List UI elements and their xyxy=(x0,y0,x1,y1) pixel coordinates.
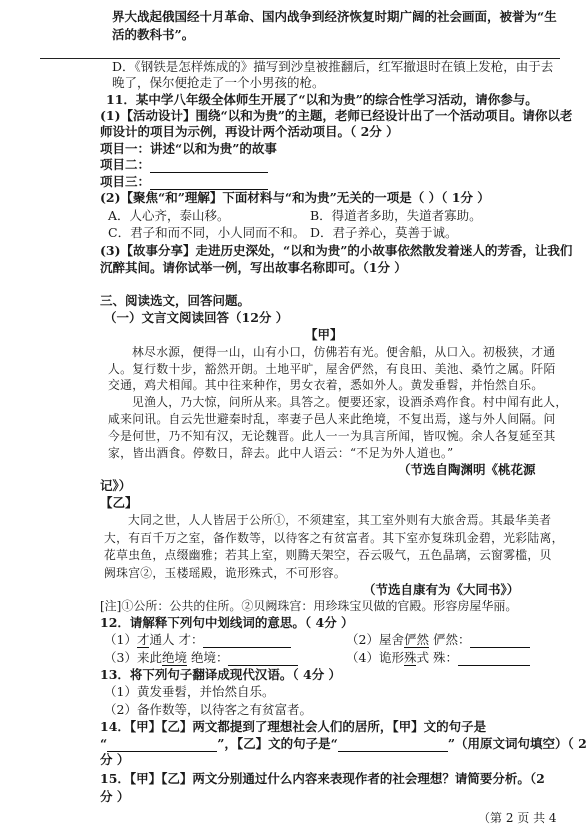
q11-part1-line1: (1)【活动设计】围绕“以和为贵”的主题，老师已经设计出了一个活动项目。请你以老 xyxy=(100,108,573,123)
q10-option-d-line1: D．《钢铁是怎样炼成的》描写到沙皇被推翻后，红军撤退时在镇上发枪，由于去 xyxy=(112,59,554,74)
q11-part3-line2: 沉醉其间。请你试举一例，写出故事名称即可。（1分 ） xyxy=(100,260,407,275)
q11-part2-stem: (2)【聚焦“和”理解】下面材料与“和为贵”无关的一项是（ ）（ 1分 ） xyxy=(100,190,490,205)
jia-p2-line: 咸来问讯。自云先世避秦时乱，率妻子邑人来此绝境，不复出焉，遂与外人间隔。问 xyxy=(108,412,556,426)
q12-item4 xyxy=(346,650,530,666)
q12-item2-text: 俨然： xyxy=(428,632,471,647)
jia-source-end: 记》） xyxy=(100,478,132,493)
q11-part3-line1: (3)【故事分享】走进历史深处，“以和为贵”的小故事依然散发着迷人的芳香，让我们 xyxy=(100,243,573,258)
page-footer: （第 2 页 共 4 xyxy=(478,811,557,825)
q10-text-line1: 界大战起俄国经十月革命、国内战争到经济恢复时期广阔的社会画面，被誉为“生 xyxy=(112,9,557,24)
q14-end-text: ”（用原文词句填空）（ 2 xyxy=(447,736,587,751)
q12-item2 xyxy=(346,632,530,648)
yi-source: （节选自康有为《大同书》） xyxy=(363,582,520,597)
q12-item1-word: 才 xyxy=(136,632,150,647)
q14-jia-blank[interactable] xyxy=(107,739,217,752)
jia-p2-line: 今是何世，乃不知有汉，无论魏晋。此人一一为具言所闻，皆叹惋。余人各复延至其 xyxy=(108,429,556,443)
yi-line: 花草虫鱼，点缀幽雅；若其上室，则腾天架空，吞云吸气，五色晶璃，云窗雾槛，贝 xyxy=(104,548,552,562)
q12-item1-num: （1） xyxy=(104,632,137,647)
q11-option-a: A．人心齐，泰山移。 xyxy=(108,208,230,223)
q14-middle-text: ”，【乙】文的句子是“ xyxy=(217,736,338,751)
q12-item4-blank[interactable] xyxy=(458,653,530,666)
q12-item2-word: 俨然 xyxy=(403,632,429,647)
yi-line: 阙珠宫②，玉楼瑶殿，诡形殊式，不可形容。 xyxy=(104,566,346,580)
q13-sentence1: （1）黄发垂髫，并怡然自乐。 xyxy=(104,684,275,699)
q12-item4-word: 殊 xyxy=(403,650,417,665)
yi-line: 大同之世，人人皆居于公所①，不须建室，其工室外则有大旅舍焉。其最华美者 xyxy=(128,513,552,527)
q11-option-c: C．君子和而不同，小人同而不和。 xyxy=(108,225,306,240)
q15-line2: 分 ） xyxy=(100,789,130,804)
q11-item2-label: 项目二： xyxy=(100,157,151,172)
q12-item2-blank[interactable] xyxy=(470,635,530,648)
jia-p2-line: 家，皆出酒食。停数日，辞去。此中人语云：“不足为外人道也。” xyxy=(108,446,454,460)
q11-item3 xyxy=(100,174,268,190)
jia-p1-line: 林尽水源，便得一山，山有小口，仿佛若有光。便舍船，从口入。初极狭，才通 xyxy=(132,345,556,359)
section3-subheading: （一）文言文阅读回答（12分 ） xyxy=(104,310,289,325)
q12-item3-num: （3）来此 xyxy=(104,650,162,665)
q12-item3 xyxy=(104,650,298,666)
jia-p1-line: 人。复行数十步，豁然开朗。土地平旷，屋舍俨然，有良田、美池、桑竹之属。阡陌 xyxy=(108,362,556,376)
jia-p2-line: 见渔人，乃大惊，问所从来。具答之。便要还家，设酒杀鸡作食。村中闻有此人， xyxy=(132,395,568,409)
q12-item3-text: 绝境： xyxy=(186,650,229,665)
section3-heading: 三、阅读选文，回答问题。 xyxy=(100,293,251,308)
q11-item1: 项目一：讲述“以和为贵”的故事 xyxy=(100,141,277,156)
q12-item1 xyxy=(104,632,291,648)
q11-item2 xyxy=(100,157,268,173)
q10-option-d-line2: 晚了，保尔便抢走了一个小男孩的枪。 xyxy=(112,75,325,90)
annotation-note: [注]①公所：公共的住所。②贝阙珠宫：用珍珠宝贝做的官殿。形容房屋华丽。 xyxy=(100,599,518,613)
q12-item2-num: （2）屋舍 xyxy=(346,632,404,647)
q12-item4-text: 式 殊： xyxy=(416,650,458,665)
yi-label: 【乙】 xyxy=(100,495,138,510)
q11-item3-answer-blank[interactable] xyxy=(150,177,268,190)
q13-stem: 13．将下列句子翻译成现代汉语。（ 4分 ） xyxy=(100,667,342,682)
q11-item3-label: 项目三： xyxy=(100,174,151,189)
q14-line1: 14．【甲】【乙】两文都提到了理想社会人们的居所，【甲】文的句子是 xyxy=(100,719,487,734)
q12-item3-blank[interactable] xyxy=(228,653,298,666)
q12-item3-word: 绝境 xyxy=(161,650,187,665)
jia-label: 【甲】 xyxy=(305,327,343,342)
yi-line: 大，有百千万之室，备作数等，以待客之有贫富者。其下室亦复珠玑金碧，光彩陆离， xyxy=(104,531,564,545)
q11-option-d: D．君子养心，莫善于诚。 xyxy=(310,225,458,240)
q12-item4-num: （4）诡形 xyxy=(346,650,404,665)
q10-text-line2: 活的教科书”。 xyxy=(112,27,195,42)
jia-source: （节选自陶渊明《桃花源 xyxy=(398,462,536,477)
q11-stem: 11．某中学八年级全体师生开展了“以和为贵”的综合性学习活动，请你参与。 xyxy=(106,92,538,107)
jia-p1-line: 交通，鸡犬相闻。其中往来种作，男女衣着，悉如外人。黄发垂髫，并怡然自乐。 xyxy=(108,378,544,392)
q11-option-b: B．得道者多助，失道者寡助。 xyxy=(310,208,482,223)
q15-line1: 15．【甲】【乙】两文分别通过什么内容来表现作者的社会理想？请简要分析。（2 xyxy=(100,771,545,786)
q14-open-quote: “ xyxy=(100,736,108,751)
q14-line3: 分 ） xyxy=(100,752,130,767)
q13-sentence2: （2）备作数等，以待客之有贫富者。 xyxy=(104,702,312,717)
q12-stem: 12．请解释下列句中划线词的意思。（ 4分 ） xyxy=(100,615,354,630)
q11-item2-answer-blank[interactable] xyxy=(150,160,268,173)
q14-line2 xyxy=(100,736,587,752)
q12-item1-blank[interactable] xyxy=(203,635,291,648)
q11-part1-line2: 师设计的项目为示例，再设计两个活动项目。（ 2分 ） xyxy=(100,124,399,139)
q12-item1-text: 通人 才： xyxy=(149,632,204,647)
q14-yi-blank[interactable] xyxy=(338,739,448,752)
